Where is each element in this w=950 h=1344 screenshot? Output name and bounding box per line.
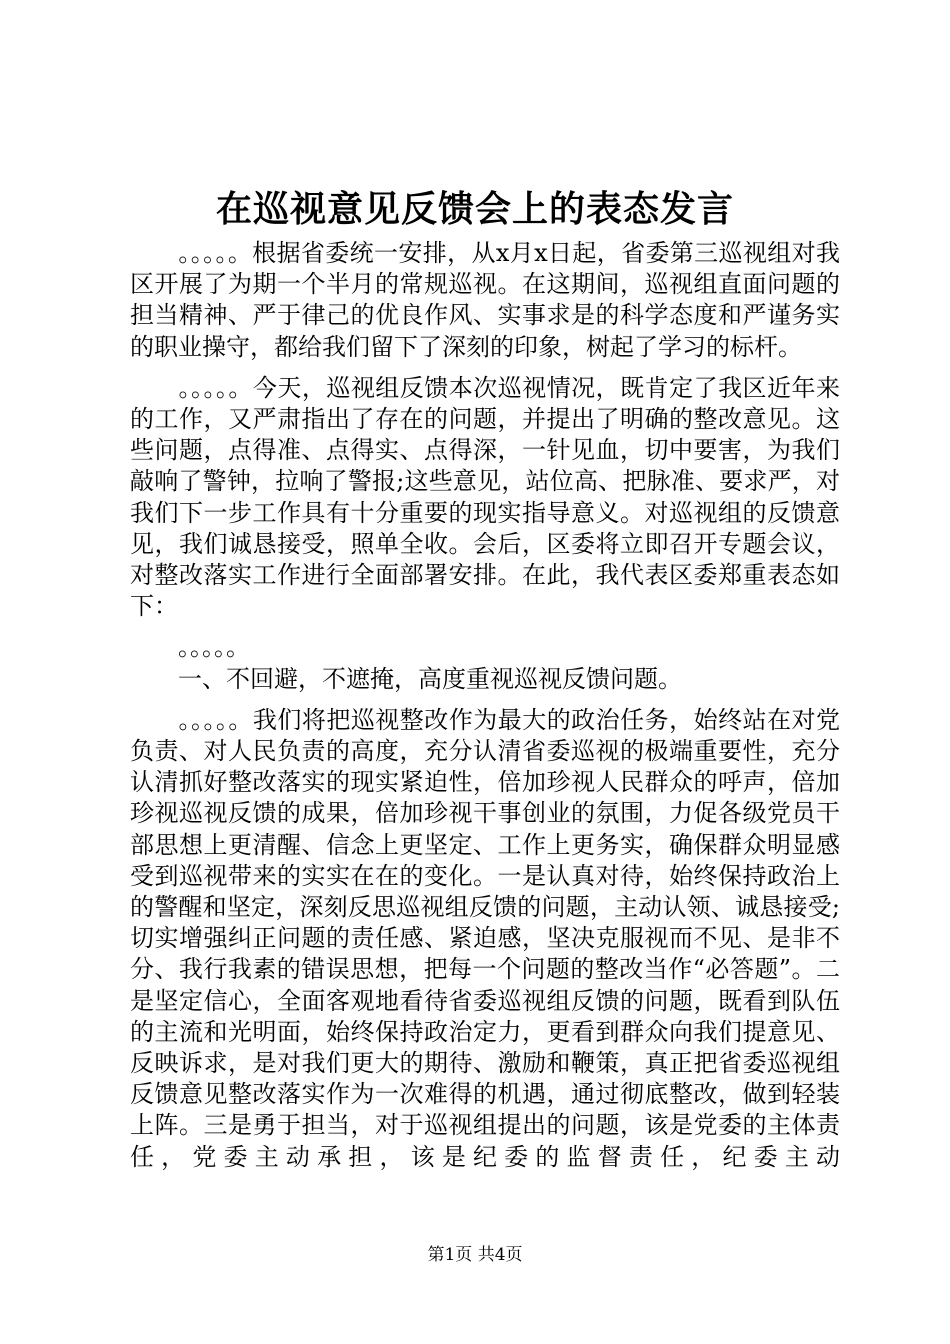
paragraph-intro xyxy=(130,238,840,363)
paragraph-marks xyxy=(130,632,840,663)
paragraph-text: 。。。。。 xyxy=(178,633,250,662)
section-heading-text: 一、不回避，不遮掩，高度重视巡视反馈问题。 xyxy=(178,664,682,693)
paragraph-feedback xyxy=(130,373,840,623)
page-number: 第1页 共4页 xyxy=(427,1245,523,1265)
document-title: 在巡视意见反馈会上的表态发言 xyxy=(215,188,734,230)
paragraph-text: 。。。。。根据省委统一安排，从x月x日起，省委第三巡视组对我区开展了为期一个半月的常规巡视。在这期间，巡视组直面问题的担当精神、严于律己的优良作风、实事求是的科学态度和严谨务实的职业操守，都给我们留下了深刻的印象，树起了学习的标杆。 xyxy=(130,239,840,361)
paragraph-text: 。。。。。今天，巡视组反馈本次巡视情况，既肯定了我区近年来的工作，又严肃指出了存在的问题，并提出了明确的整改意见。这些问题，点得准、点得实、点得深，一针见血，切中要害，为我们敲响了警钟，拉响了警报;这些意见，站位高、把脉准、要求严，对我们下一步工作具有十分重要的现实指导意义。对巡视组的反馈意见，我们诚恳接受，照单全收。会后，区委将立即召开专题会议，对整改落实工作进行全面部署安排。在此，我代表区委郑重表态如下： xyxy=(130,373,840,621)
section-heading-1 xyxy=(130,664,840,695)
paragraph-section-1 xyxy=(130,705,840,1173)
document-body xyxy=(130,238,840,1173)
paragraph-text: 。。。。。我们将把巡视整改作为最大的政治任务，始终站在对党负责、对人民负责的高度，充分认清省委巡视的极端重要性，充分认清抓好整改落实的现实紧迫性，倍加珍视人民群众的呼声，倍加珍视巡视反馈的成果，倍加珍视干事创业的氛围，力促各级党员干部思想上更清醒、信念上更坚定、工作上更务实，确保群众明显感受到巡视带来的实实在在的变化。一是认真对待，始终保持政治上的警醒和坚定，深刻反思巡视组反馈的问题，主动认领、诚恳接受;切实增强纠正问题的责任感、紧迫感，坚决克服视而不见、是非不分、我行我素的错误思想，把每一个问题的整改当作“必答题”。二是坚定信心，全面客观地看待省委巡视组反馈的问题，既看到队伍的主流和光明面，始终保持政治定力，更看到群众向我们提意见、反映诉求，是对我们更大的期待、激励和鞭策，真正把省委巡视组反馈意见整改落实作为一次难得的机遇，通过彻底整改，做到轻装上阵。三是勇于担当，对于巡视组提出的问题，该是党委的主体责任，党委主动承担，该是纪委的监督责任，纪委主动 xyxy=(130,705,840,1171)
